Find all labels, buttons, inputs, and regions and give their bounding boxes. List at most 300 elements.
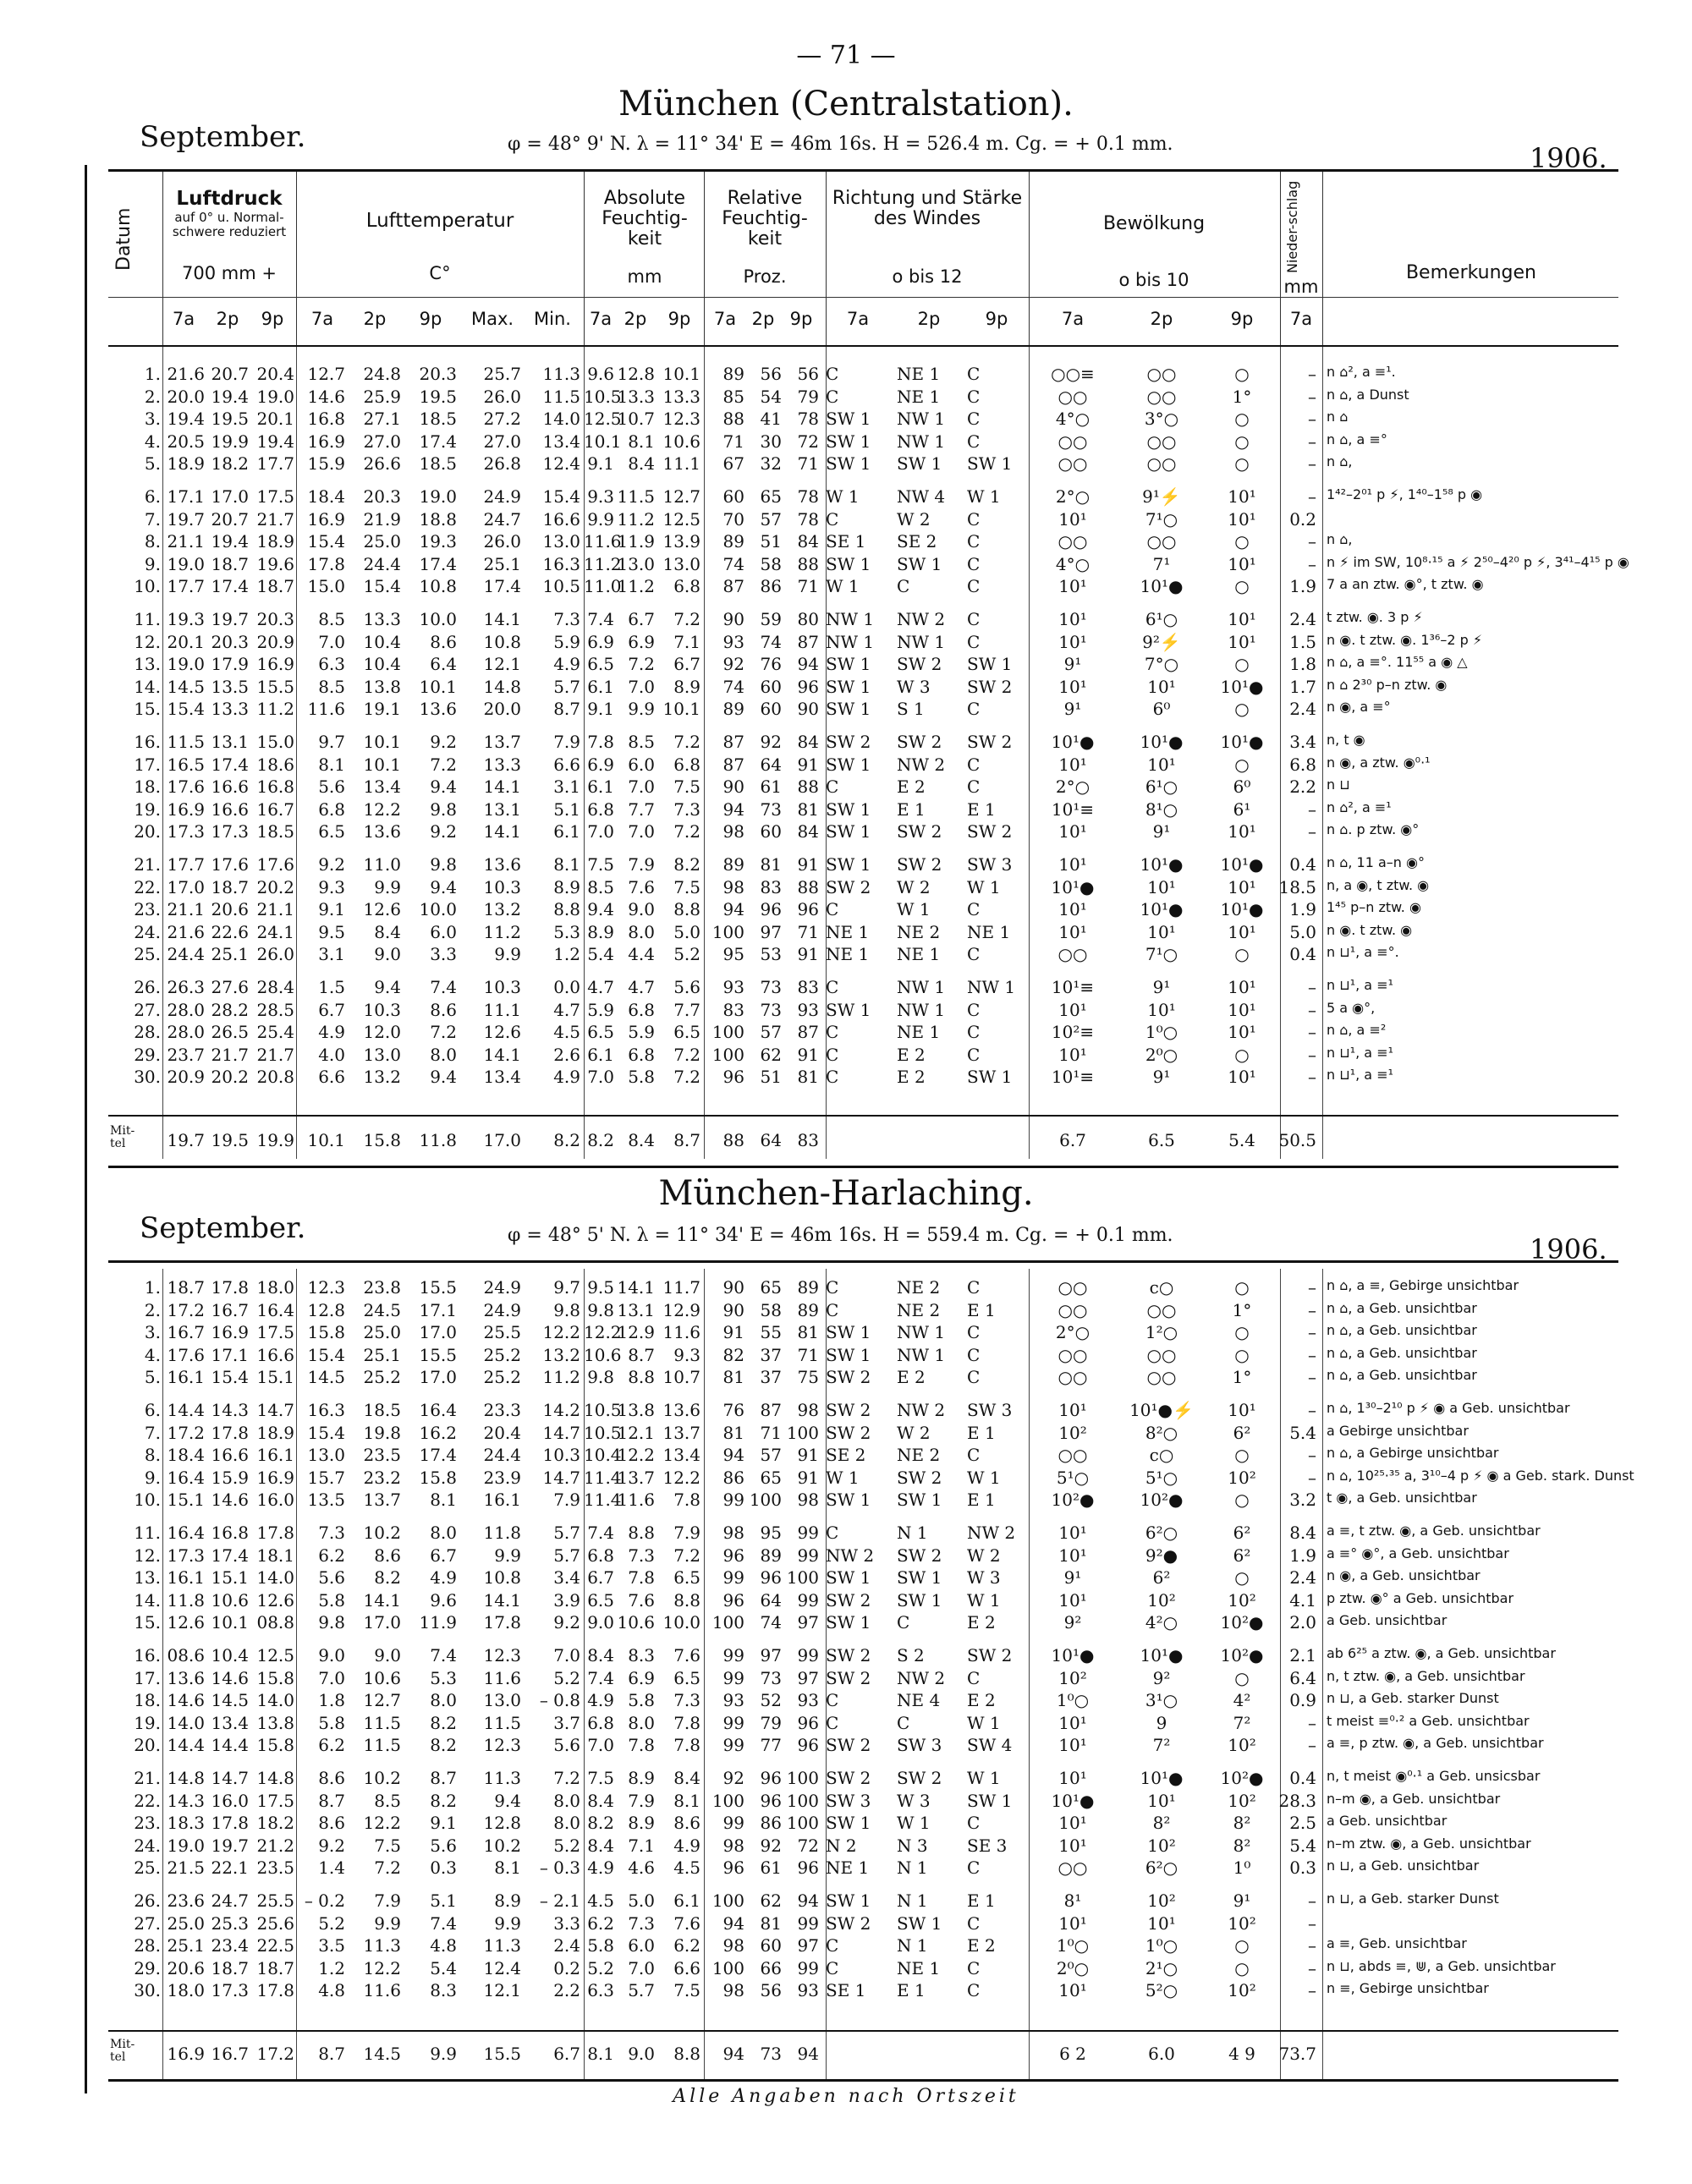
table-row bbox=[108, 486, 1618, 508]
remark-cell: n ⌂, a Gebirge unsichtbar bbox=[1327, 1445, 1499, 1462]
mittel-value: 8.7 bbox=[673, 1130, 700, 1150]
value-cell: 78 bbox=[797, 409, 819, 430]
mittel-row bbox=[108, 1124, 1618, 1151]
value-cell: – bbox=[1308, 1299, 1316, 1320]
value-cell: 18.0 bbox=[167, 1980, 205, 2001]
value-cell: 11.9 bbox=[419, 1612, 457, 1633]
value-cell: 20.7 bbox=[211, 364, 249, 384]
value-cell: NE 1 bbox=[897, 386, 941, 407]
value-cell: 96 bbox=[722, 1857, 744, 1879]
remark-cell: n ⌂², a ≡¹ bbox=[1327, 798, 1392, 815]
value-cell: 13.6 bbox=[363, 821, 401, 842]
mittel-value: 8.7 bbox=[318, 2044, 345, 2064]
value-cell: 6²○ bbox=[1145, 1857, 1178, 1879]
value-cell: 11.0 bbox=[584, 576, 622, 597]
value-cell: 7.2 bbox=[628, 654, 655, 675]
value-cell: 11.2 bbox=[584, 553, 622, 574]
value-cell: 5.4 bbox=[587, 944, 614, 965]
day-cell: 21. bbox=[134, 1768, 161, 1788]
divider bbox=[108, 2030, 1618, 2032]
value-cell: ○ bbox=[1234, 1490, 1250, 1511]
value-cell: 10¹● bbox=[1220, 899, 1264, 920]
value-cell: 8.7 bbox=[430, 1768, 457, 1788]
table-row bbox=[108, 1645, 1618, 1666]
value-cell: C bbox=[967, 1813, 981, 1834]
remark-cell: a Geb. unsichtbar bbox=[1327, 1612, 1448, 1629]
value-cell: 10.6 bbox=[363, 1667, 401, 1688]
value-cell: 13.4 bbox=[363, 776, 401, 798]
remark-cell: n, a ◉, t ztw. ◉ bbox=[1327, 876, 1430, 893]
value-cell: 3.9 bbox=[553, 1589, 580, 1611]
value-cell: 3¹○ bbox=[1145, 1690, 1178, 1711]
value-cell: 10¹● bbox=[1051, 1790, 1095, 1811]
remark-cell: a Gebirge unsichtbar bbox=[1327, 1422, 1469, 1439]
value-cell: 71 bbox=[760, 1422, 782, 1443]
value-cell: C bbox=[967, 699, 981, 720]
value-cell: 12.5 bbox=[662, 508, 700, 530]
value-cell: 2.1 bbox=[1289, 1645, 1316, 1665]
value-cell: SW 2 bbox=[967, 821, 1013, 842]
value-cell: 7.4 bbox=[587, 1667, 614, 1688]
table-row bbox=[108, 944, 1618, 965]
value-cell: 27.1 bbox=[363, 409, 401, 430]
value-cell: 6² bbox=[1233, 1422, 1251, 1443]
value-cell: NW 1 bbox=[826, 631, 875, 652]
value-cell: – bbox=[1308, 821, 1316, 842]
day-cell: 14. bbox=[134, 1589, 161, 1611]
value-cell: 28.0 bbox=[167, 1022, 205, 1043]
value-cell: 20.5 bbox=[167, 431, 205, 452]
value-cell: SW 1 bbox=[897, 1589, 942, 1611]
value-cell: 10¹ bbox=[1058, 999, 1087, 1020]
value-cell: C bbox=[967, 944, 981, 965]
value-cell: NE 2 bbox=[897, 1445, 941, 1466]
value-cell: 11.5 bbox=[363, 1735, 401, 1756]
remark-cell: n ≡, Gebirge unsichtbar bbox=[1327, 1980, 1489, 1997]
value-cell: 6¹ bbox=[1233, 798, 1251, 820]
value-cell: 10¹ bbox=[1228, 977, 1256, 997]
value-cell: 99 bbox=[722, 1490, 744, 1511]
value-cell: ○ bbox=[1234, 754, 1250, 775]
value-cell: 1.4 bbox=[318, 1857, 345, 1879]
value-cell: 65 bbox=[760, 1277, 782, 1298]
value-cell: 91 bbox=[797, 754, 819, 775]
value-cell: 82 bbox=[722, 1344, 744, 1365]
value-cell: 23.5 bbox=[363, 1445, 401, 1466]
value-cell: 5.7 bbox=[628, 1980, 655, 2001]
value-cell: 7.3 bbox=[553, 609, 580, 629]
value-cell: 8.1 bbox=[318, 754, 345, 775]
divider bbox=[108, 1115, 1618, 1117]
value-cell: E 1 bbox=[967, 1490, 996, 1511]
value-cell: 58 bbox=[760, 553, 782, 574]
day-cell: 24. bbox=[134, 921, 161, 942]
day-cell: 3. bbox=[144, 1322, 161, 1343]
table-body-2 bbox=[108, 1269, 1634, 2081]
value-cell: 1⁰○ bbox=[1056, 1690, 1090, 1711]
value-cell: 10.2 bbox=[363, 1523, 401, 1543]
day-cell: 30. bbox=[134, 1067, 161, 1088]
value-cell: 23.4 bbox=[211, 1935, 249, 1956]
value-cell: 10.8 bbox=[419, 576, 457, 597]
value-cell: 10.5 bbox=[584, 1400, 622, 1420]
value-cell: 98 bbox=[797, 1400, 819, 1420]
value-cell: 5.4 bbox=[1289, 1835, 1316, 1856]
value-cell: 2.4 bbox=[1289, 609, 1316, 629]
value-cell: 16.9 bbox=[167, 798, 205, 820]
value-cell: 19.3 bbox=[419, 531, 457, 552]
value-cell: W 2 bbox=[897, 508, 931, 530]
table-row bbox=[108, 1000, 1618, 1021]
value-cell: 17.3 bbox=[211, 1980, 249, 2001]
day-cell: 10. bbox=[134, 576, 161, 597]
value-cell: SW 2 bbox=[967, 1645, 1013, 1665]
value-cell: 98 bbox=[722, 1835, 744, 1856]
value-cell: 9.4 bbox=[430, 776, 457, 798]
value-cell: 6.8 bbox=[587, 1545, 614, 1566]
value-cell: 8¹○ bbox=[1145, 798, 1178, 820]
value-cell: 10² bbox=[1058, 1422, 1087, 1443]
value-cell: 10¹● bbox=[1220, 676, 1264, 697]
subheader-t9: 9p bbox=[261, 309, 284, 329]
value-cell: 3°○ bbox=[1144, 409, 1179, 430]
value-cell: 16.8 bbox=[211, 1523, 249, 1543]
value-cell: 18.9 bbox=[256, 1422, 294, 1443]
value-cell: SW 1 bbox=[826, 409, 871, 430]
value-cell: E 1 bbox=[967, 1890, 996, 1911]
value-cell: 3.2 bbox=[1289, 1490, 1316, 1511]
value-cell: SW 1 bbox=[826, 699, 871, 720]
table-row bbox=[108, 409, 1618, 430]
value-cell: 12.0 bbox=[363, 1022, 401, 1043]
value-cell: 9¹ bbox=[1152, 821, 1171, 842]
day-cell: 5. bbox=[144, 453, 161, 475]
value-cell: ○ bbox=[1234, 576, 1250, 597]
day-cell: 26. bbox=[134, 977, 161, 997]
table-row bbox=[108, 899, 1618, 920]
day-cell: 17. bbox=[134, 1667, 161, 1688]
relfeucht-header: Relative Feuchtig-keit bbox=[722, 188, 808, 250]
value-cell: 26.3 bbox=[167, 977, 205, 997]
value-cell: C bbox=[826, 1067, 839, 1088]
value-cell: 10¹ bbox=[1058, 1735, 1087, 1756]
value-cell: 17.6 bbox=[256, 854, 294, 875]
value-cell: 100 bbox=[711, 1790, 744, 1811]
value-cell: 8.5 bbox=[587, 876, 614, 897]
value-cell: 15.4 bbox=[542, 486, 580, 507]
value-cell: 10¹ bbox=[1058, 899, 1087, 920]
value-cell: 19.4 bbox=[211, 386, 249, 407]
value-cell: ○○ bbox=[1058, 1445, 1088, 1466]
value-cell: 9.9 bbox=[494, 1545, 521, 1566]
value-cell: 92 bbox=[722, 654, 744, 675]
value-cell: SW 3 bbox=[967, 1400, 1013, 1420]
value-cell: 14.1 bbox=[483, 776, 521, 798]
value-cell: 6.8 bbox=[587, 798, 614, 820]
day-cell: 1. bbox=[144, 1277, 161, 1298]
day-cell: 12. bbox=[134, 631, 161, 652]
value-cell: 17.0 bbox=[363, 1612, 401, 1633]
value-cell: 9.8 bbox=[587, 1299, 614, 1320]
value-cell: 61 bbox=[760, 1857, 782, 1879]
value-cell: 57 bbox=[760, 1445, 782, 1466]
value-cell: C bbox=[826, 1935, 839, 1956]
value-cell: NE 1 bbox=[897, 364, 941, 384]
value-cell: 90 bbox=[722, 1277, 744, 1298]
value-cell: 10.4 bbox=[363, 631, 401, 652]
value-cell: 16.6 bbox=[256, 1344, 294, 1365]
value-cell: 13.4 bbox=[662, 1445, 700, 1466]
value-cell: SW 1 bbox=[826, 1890, 871, 1911]
value-cell: E 1 bbox=[967, 1422, 996, 1443]
value-cell: 10¹ bbox=[1058, 576, 1087, 597]
mittel-value: 19.7 bbox=[167, 1130, 205, 1150]
value-cell: 9.4 bbox=[374, 977, 401, 997]
value-cell: 25.3 bbox=[211, 1912, 249, 1934]
value-cell: 8.6 bbox=[430, 999, 457, 1020]
day-cell: 28. bbox=[134, 1935, 161, 1956]
day-cell: 11. bbox=[134, 609, 161, 629]
value-cell: 28.0 bbox=[167, 999, 205, 1020]
remark-cell: n ⌂, a ≡°. 11⁵⁵ a ◉ △ bbox=[1327, 654, 1468, 671]
day-cell: 7. bbox=[144, 508, 161, 530]
value-cell: W 3 bbox=[897, 676, 931, 697]
value-cell: ○○ bbox=[1146, 1299, 1177, 1320]
value-cell: 97 bbox=[760, 1645, 782, 1665]
value-cell: 10.5 bbox=[542, 576, 580, 597]
value-cell: 8.8 bbox=[628, 1367, 655, 1388]
value-cell: ○ bbox=[1234, 1344, 1250, 1365]
value-cell: W 2 bbox=[897, 1422, 931, 1443]
value-cell: 19.5 bbox=[211, 409, 249, 430]
value-cell: 79 bbox=[797, 386, 819, 407]
value-cell: SW 2 bbox=[897, 1545, 942, 1566]
value-cell: ○ bbox=[1234, 409, 1250, 430]
relfeucht-unit: Proz. bbox=[743, 266, 787, 287]
value-cell: 17.8 bbox=[256, 1980, 294, 2001]
value-cell: N 3 bbox=[897, 1835, 928, 1856]
value-cell: 6.7 bbox=[318, 999, 345, 1020]
value-cell: 10¹● bbox=[1220, 854, 1264, 875]
value-cell: 16.9 bbox=[211, 1322, 249, 1343]
value-cell: 16.1 bbox=[256, 1445, 294, 1466]
table-row bbox=[108, 1322, 1618, 1343]
value-cell: 11.5 bbox=[617, 486, 655, 507]
table-row bbox=[108, 699, 1618, 720]
value-cell: 2.5 bbox=[1289, 1813, 1316, 1834]
value-cell: 20.3 bbox=[211, 631, 249, 652]
value-cell: 5.9 bbox=[587, 999, 614, 1020]
value-cell: 100 bbox=[786, 1813, 819, 1834]
mittel-value: 6.7 bbox=[553, 2044, 580, 2064]
value-cell: 25.1 bbox=[483, 553, 521, 574]
value-cell: 3.4 bbox=[553, 1567, 580, 1589]
value-cell: C bbox=[967, 1667, 981, 1688]
value-cell: SW 1 bbox=[826, 754, 871, 775]
value-cell: 4.7 bbox=[587, 977, 614, 997]
value-cell: 8.7 bbox=[628, 1344, 655, 1365]
mittel-value: 8.2 bbox=[587, 1130, 614, 1150]
column-rule bbox=[1322, 172, 1323, 345]
value-cell: 10¹● bbox=[1051, 876, 1095, 897]
value-cell: c○ bbox=[1149, 1445, 1174, 1466]
value-cell: 30 bbox=[760, 431, 782, 452]
value-cell: 10.4 bbox=[211, 1645, 249, 1665]
value-cell: 7.8 bbox=[673, 1735, 700, 1756]
value-cell: 7.2 bbox=[673, 1067, 700, 1088]
value-cell: 7.9 bbox=[628, 1790, 655, 1811]
mittel-value: 4 9 bbox=[1228, 2044, 1255, 2064]
value-cell: 16.2 bbox=[419, 1422, 457, 1443]
value-cell: 6.1 bbox=[587, 776, 614, 798]
value-cell: 8.0 bbox=[553, 1790, 580, 1811]
value-cell: 10² bbox=[1228, 1735, 1256, 1756]
value-cell: 9² bbox=[1152, 1667, 1171, 1688]
day-cell: 4. bbox=[144, 1344, 161, 1365]
value-cell: 1.7 bbox=[1289, 676, 1316, 697]
value-cell: SE 3 bbox=[967, 1835, 1008, 1856]
value-cell: 13.8 bbox=[256, 1712, 294, 1733]
value-cell: 13.3 bbox=[617, 386, 655, 407]
value-cell: 4.9 bbox=[673, 1835, 700, 1856]
value-cell: 16.0 bbox=[211, 1790, 249, 1811]
value-cell: 16.1 bbox=[167, 1567, 205, 1589]
value-cell: 8.6 bbox=[318, 1813, 345, 1834]
value-cell: C bbox=[967, 754, 981, 775]
value-cell: 100 bbox=[711, 1890, 744, 1911]
value-cell: 1° bbox=[1232, 1299, 1252, 1320]
value-cell: 25.1 bbox=[363, 1344, 401, 1365]
value-cell: 8.2 bbox=[430, 1712, 457, 1733]
value-cell: 96 bbox=[760, 899, 782, 920]
value-cell: 14.4 bbox=[211, 1735, 249, 1756]
value-cell: 5.6 bbox=[430, 1835, 457, 1856]
value-cell: 3.3 bbox=[553, 1912, 580, 1934]
value-cell: SW 2 bbox=[897, 654, 942, 675]
value-cell: 64 bbox=[760, 1589, 782, 1611]
value-cell: 17.3 bbox=[167, 1545, 205, 1566]
table-row bbox=[108, 677, 1618, 698]
mittel-value: 6.7 bbox=[1059, 1130, 1086, 1150]
value-cell: 16.7 bbox=[211, 1299, 249, 1320]
value-cell: 7.1 bbox=[673, 631, 700, 652]
value-cell: 14.1 bbox=[483, 1044, 521, 1065]
value-cell: 13.8 bbox=[363, 676, 401, 697]
value-cell: 61 bbox=[760, 776, 782, 798]
mittel-value: 15.8 bbox=[363, 1130, 401, 1150]
value-cell: 7.3 bbox=[628, 1545, 655, 1566]
value-cell: 19.4 bbox=[256, 431, 294, 452]
remark-cell: n ⌂, bbox=[1327, 453, 1353, 470]
value-cell: 13.5 bbox=[307, 1490, 345, 1511]
value-cell: 11.6 bbox=[617, 1490, 655, 1511]
value-cell: 8.0 bbox=[430, 1690, 457, 1711]
column-rule bbox=[826, 172, 827, 345]
value-cell: SW 3 bbox=[826, 1790, 871, 1811]
value-cell: 20.4 bbox=[256, 364, 294, 384]
value-cell: 57 bbox=[760, 1022, 782, 1043]
value-cell: 2⁰○ bbox=[1145, 1044, 1178, 1065]
value-cell: SW 1 bbox=[897, 453, 942, 475]
value-cell: 5.2 bbox=[673, 944, 700, 965]
value-cell: 10.1 bbox=[363, 732, 401, 752]
value-cell: 85 bbox=[722, 386, 744, 407]
value-cell: 5¹○ bbox=[1056, 1467, 1090, 1488]
day-cell: 5. bbox=[144, 1367, 161, 1388]
value-cell: 84 bbox=[797, 531, 819, 552]
day-cell: 21. bbox=[134, 854, 161, 875]
value-cell: C bbox=[897, 1612, 910, 1633]
value-cell: 10²≡ bbox=[1051, 1022, 1095, 1043]
value-cell: ○○ bbox=[1058, 1367, 1088, 1388]
value-cell: ○○ bbox=[1058, 531, 1088, 552]
value-cell: 7.9 bbox=[553, 1490, 580, 1511]
value-cell: 13.0 bbox=[363, 1044, 401, 1065]
value-cell: 4°○ bbox=[1055, 553, 1090, 574]
remark-cell: n ⌂. p ztw. ◉° bbox=[1327, 821, 1420, 838]
value-cell: 12.6 bbox=[363, 899, 401, 920]
value-cell: 5.7 bbox=[553, 1523, 580, 1543]
remark-cell: n ⌂ bbox=[1327, 409, 1349, 425]
value-cell: 14.8 bbox=[256, 1768, 294, 1788]
value-cell: 20.1 bbox=[256, 409, 294, 430]
value-cell: 88 bbox=[722, 409, 744, 430]
value-cell: 11.0 bbox=[363, 854, 401, 875]
value-cell: E 2 bbox=[897, 776, 926, 798]
value-cell: SW 2 bbox=[897, 821, 942, 842]
value-cell: 81 bbox=[797, 798, 819, 820]
value-cell: 16.9 bbox=[307, 508, 345, 530]
value-cell: 8.9 bbox=[673, 676, 700, 697]
subheader-t9: 9p bbox=[985, 309, 1008, 329]
value-cell: 21.1 bbox=[167, 531, 205, 552]
subheader-t9: 9p bbox=[1230, 309, 1254, 329]
value-cell: ○ bbox=[1234, 364, 1250, 384]
value-cell: 8.4 bbox=[374, 921, 401, 942]
value-cell: – bbox=[1308, 453, 1316, 475]
value-cell: SW 1 bbox=[826, 1612, 871, 1633]
value-cell: 16.8 bbox=[307, 409, 345, 430]
value-cell: 100 bbox=[786, 1768, 819, 1788]
value-cell: 13.4 bbox=[542, 431, 580, 452]
value-cell: 5.4 bbox=[1289, 1422, 1316, 1443]
value-cell: – 2.1 bbox=[539, 1890, 580, 1911]
table-row bbox=[108, 509, 1618, 530]
value-cell: 10¹ bbox=[1228, 1022, 1256, 1043]
value-cell: 14.3 bbox=[211, 1400, 249, 1420]
value-cell: 15.0 bbox=[307, 576, 345, 597]
value-cell: – bbox=[1308, 1912, 1316, 1934]
value-cell: W 1 bbox=[967, 486, 1001, 507]
value-cell: 12.3 bbox=[483, 1735, 521, 1756]
value-cell: 14.7 bbox=[256, 1400, 294, 1420]
value-cell: 8.8 bbox=[553, 899, 580, 920]
value-cell: NE 4 bbox=[897, 1690, 941, 1711]
value-cell: 14.7 bbox=[542, 1467, 580, 1488]
value-cell: 37 bbox=[760, 1367, 782, 1388]
value-cell: NE 1 bbox=[826, 1857, 870, 1879]
value-cell: 17.3 bbox=[211, 821, 249, 842]
value-cell: C bbox=[967, 999, 981, 1020]
value-cell: 7.0 bbox=[628, 821, 655, 842]
value-cell: E 1 bbox=[897, 798, 926, 820]
value-cell: 8.1 bbox=[494, 1857, 521, 1879]
value-cell: 65 bbox=[760, 486, 782, 507]
value-cell: – bbox=[1308, 1735, 1316, 1756]
value-cell: SW 1 bbox=[826, 854, 871, 875]
value-cell: 6.7 bbox=[430, 1545, 457, 1566]
value-cell: 11.6 bbox=[363, 1980, 401, 2001]
